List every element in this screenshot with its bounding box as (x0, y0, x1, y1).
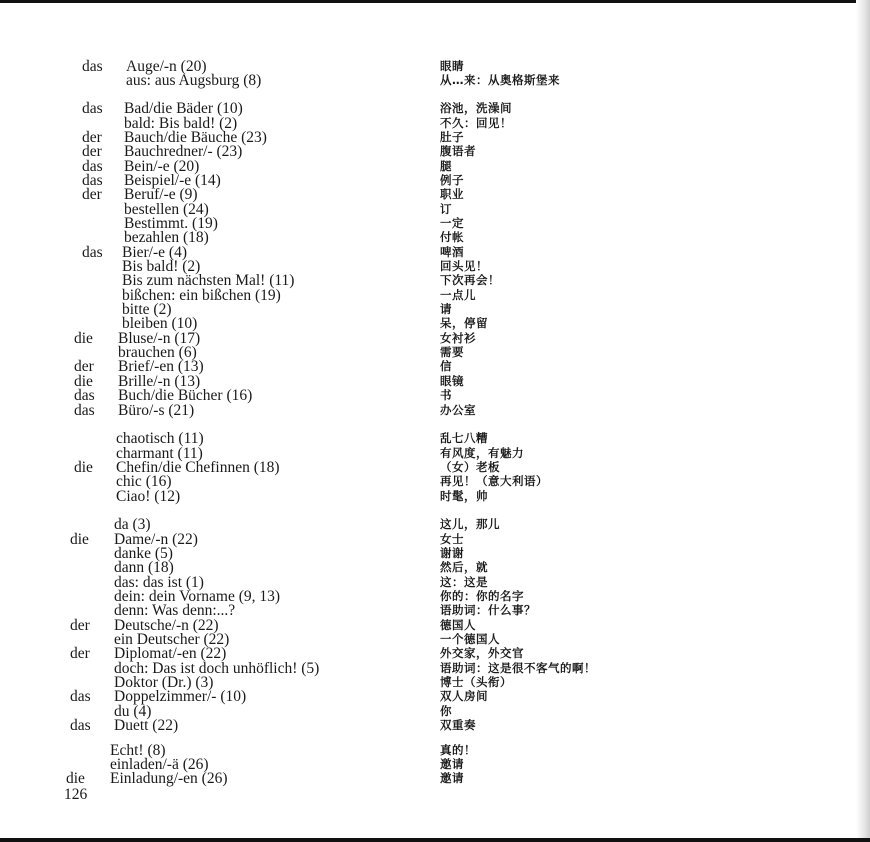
entry-term: aus: aus Augsburg (8) (126, 72, 262, 89)
entry-term: Brille/-n (13) (118, 373, 201, 390)
entry-article: das (82, 158, 103, 175)
entry-term: Einladung/-en (26) (110, 770, 228, 787)
entry-term: chic (16) (116, 473, 172, 490)
entry-translation: 书 (440, 388, 452, 402)
entry-translation: 需要 (440, 345, 464, 359)
entry-article: das (70, 717, 91, 734)
entry-term: Bad/die Bäder (10) (124, 100, 243, 117)
entry-term: Diplomat/-en (22) (114, 645, 227, 662)
entry-translation: 例子 (440, 173, 464, 187)
entry-article: die (74, 373, 93, 390)
entry-translation: 办公室 (440, 403, 476, 417)
entry-term: Bluse/-n (17) (118, 330, 201, 347)
entry-article: das (82, 100, 103, 117)
entry-translation: 真的！ (440, 743, 476, 757)
entry-translation: 职业 (440, 187, 464, 201)
entry-term: bestellen (24) (124, 201, 209, 218)
entry-translation: 付帐 (440, 230, 464, 244)
vocabulary-entry (0, 646, 870, 661)
entry-term: bezahlen (18) (124, 229, 209, 246)
entry-article: der (70, 645, 90, 662)
vocabulary-entry (0, 403, 870, 418)
entry-term: Büro/-s (21) (118, 402, 195, 419)
entry-term: Brief/-en (13) (118, 358, 204, 375)
entry-term: dann (18) (114, 559, 174, 576)
entry-term: Chefin/die Chefinnen (18) (116, 459, 280, 476)
vocabulary-entry (0, 316, 870, 331)
entry-article: die (74, 459, 93, 476)
vocabulary-entry (0, 489, 870, 504)
entry-translation: 语助词：什么事？ (440, 603, 536, 617)
entry-article: der (82, 143, 102, 160)
entry-term: Auge/-n (20) (126, 58, 207, 75)
vocabulary-entry (0, 517, 870, 532)
entry-translation: 不久：回见！ (440, 116, 512, 130)
entry-term: doch: Das ist doch unhöflich! (5) (114, 660, 320, 677)
entry-term: charmant (11) (116, 445, 203, 462)
entry-translation: 德国人 (440, 618, 476, 632)
entry-term: bald: Bis bald! (2) (124, 115, 238, 132)
entry-translation: 女士 (440, 532, 464, 546)
entry-article: das (82, 58, 103, 75)
vocabulary-entry (0, 474, 870, 489)
entry-term: Buch/die Bücher (16) (118, 387, 253, 404)
entry-translation: 订 (440, 202, 452, 216)
entry-translation: 谢谢 (440, 546, 464, 560)
vocabulary-entry (0, 144, 870, 159)
vocabulary-entry (0, 560, 870, 575)
vocabulary-entry (0, 603, 870, 618)
entry-term: Doktor (Dr.) (3) (114, 674, 214, 691)
entry-translation: 一个德国人 (440, 632, 500, 646)
vocabulary-entry (0, 273, 870, 288)
vocabulary-entry (0, 771, 870, 786)
entry-translation: 语助词：这是很不客气的啊！ (440, 661, 596, 675)
entry-term: Bauch/die Bäuche (23) (124, 129, 267, 146)
entry-article: der (70, 617, 90, 634)
vocabulary-entry (0, 101, 870, 116)
entry-translation: 眼睛 (440, 59, 464, 73)
entry-translation: 回头见！ (440, 259, 488, 273)
entry-term: brauchen (6) (118, 344, 197, 361)
entry-term: Bauchredner/- (23) (124, 143, 243, 160)
entry-translation: 眼镜 (440, 374, 464, 388)
entry-article: das (74, 402, 95, 419)
entry-translation: 女衬衫 (440, 331, 476, 345)
entry-translation: 邀请 (440, 771, 464, 785)
entry-translation: 有风度，有魅力 (440, 446, 524, 460)
vocabulary-entry (0, 230, 870, 245)
entry-translation: 然后，就 (440, 560, 488, 574)
entry-translation: 时髦，帅 (440, 489, 488, 503)
entry-article: der (82, 129, 102, 146)
entry-term: Bis bald! (2) (122, 258, 201, 275)
entry-term: Dame/-n (22) (114, 531, 198, 548)
entry-term: einladen/-ä (26) (110, 756, 209, 773)
entry-translation: 这儿，那儿 (440, 517, 500, 531)
entry-translation: 这：这是 (440, 575, 488, 589)
entry-translation: 信 (440, 359, 452, 373)
entry-translation: 腿 (440, 159, 452, 173)
entry-translation: 啤酒 (440, 245, 464, 259)
entry-article: der (74, 358, 94, 375)
entry-term: Bein/-e (20) (124, 158, 200, 175)
entry-article: das (70, 688, 91, 705)
entry-term: da (3) (114, 516, 151, 533)
vocabulary-entry (0, 73, 870, 88)
entry-article: die (66, 770, 85, 787)
entry-article: das (82, 172, 103, 189)
entry-article: das (74, 387, 95, 404)
entry-translation: 呆，停留 (440, 316, 488, 330)
entry-translation: 腹语者 (440, 144, 476, 158)
entry-translation: 从…来：从奥格斯堡来 (440, 73, 560, 87)
entry-translation: 浴池，洗澡间 (440, 101, 512, 115)
entry-article: der (82, 186, 102, 203)
entry-term: Deutsche/-n (22) (114, 617, 219, 634)
entry-term: denn: Was denn:...? (114, 602, 236, 619)
entry-term: Bis zum nächsten Mal! (11) (122, 272, 295, 289)
entry-term: Ciao! (12) (116, 488, 181, 505)
vocabulary-entry (0, 689, 870, 704)
entry-translation: 再见！（意大利语） (440, 474, 548, 488)
entry-article: das (82, 244, 103, 261)
vocabulary-entry (0, 388, 870, 403)
entry-term: bitte (2) (122, 301, 172, 318)
entry-translation: 双重奏 (440, 718, 476, 732)
entry-translation: 下次再会！ (440, 273, 500, 287)
entry-translation: 双人房间 (440, 689, 488, 703)
entry-translation: 乱七八糟 (440, 431, 488, 445)
entry-translation: 你的：你的名字 (440, 589, 524, 603)
entry-term: du (4) (114, 703, 152, 720)
vocabulary-entry (0, 359, 870, 374)
entry-term: das: das ist (1) (114, 574, 204, 591)
entry-translation: 请 (440, 302, 452, 316)
entry-term: Echt! (8) (110, 742, 166, 759)
entry-term: Beispiel/-e (14) (124, 172, 221, 189)
entry-article: die (70, 531, 89, 548)
entry-term: Doppelzimmer/- (10) (114, 688, 247, 705)
entry-term: Duett (22) (114, 717, 179, 734)
entry-term: dein: dein Vorname (9, 13) (114, 588, 281, 605)
entry-translation: 博士（头衔） (440, 675, 512, 689)
entry-term: bleiben (10) (122, 315, 198, 332)
entry-translation: 你 (440, 704, 452, 718)
entry-translation: 肚子 (440, 130, 464, 144)
entry-translation: 一点儿 (440, 288, 476, 302)
entry-translation: 一定 (440, 216, 464, 230)
entry-term: Bier/-e (4) (122, 244, 187, 261)
entry-term: chaotisch (11) (116, 430, 204, 447)
entry-term: bißchen: ein bißchen (19) (122, 287, 281, 304)
entry-article: die (74, 330, 93, 347)
page-number: 126 (64, 786, 88, 803)
vocabulary-entry (0, 718, 870, 733)
entry-term: Bestimmt. (19) (124, 215, 218, 232)
entry-translation: 外交家，外交官 (440, 646, 524, 660)
entry-translation: （女）老板 (440, 460, 500, 474)
entry-term: Beruf/-e (9) (124, 186, 198, 203)
vocabulary-entry (0, 431, 870, 446)
vocabulary-entry (0, 187, 870, 202)
entry-translation: 邀请 (440, 757, 464, 771)
entry-term: ein Deutscher (22) (114, 631, 230, 648)
entry-term: danke (5) (114, 545, 173, 562)
